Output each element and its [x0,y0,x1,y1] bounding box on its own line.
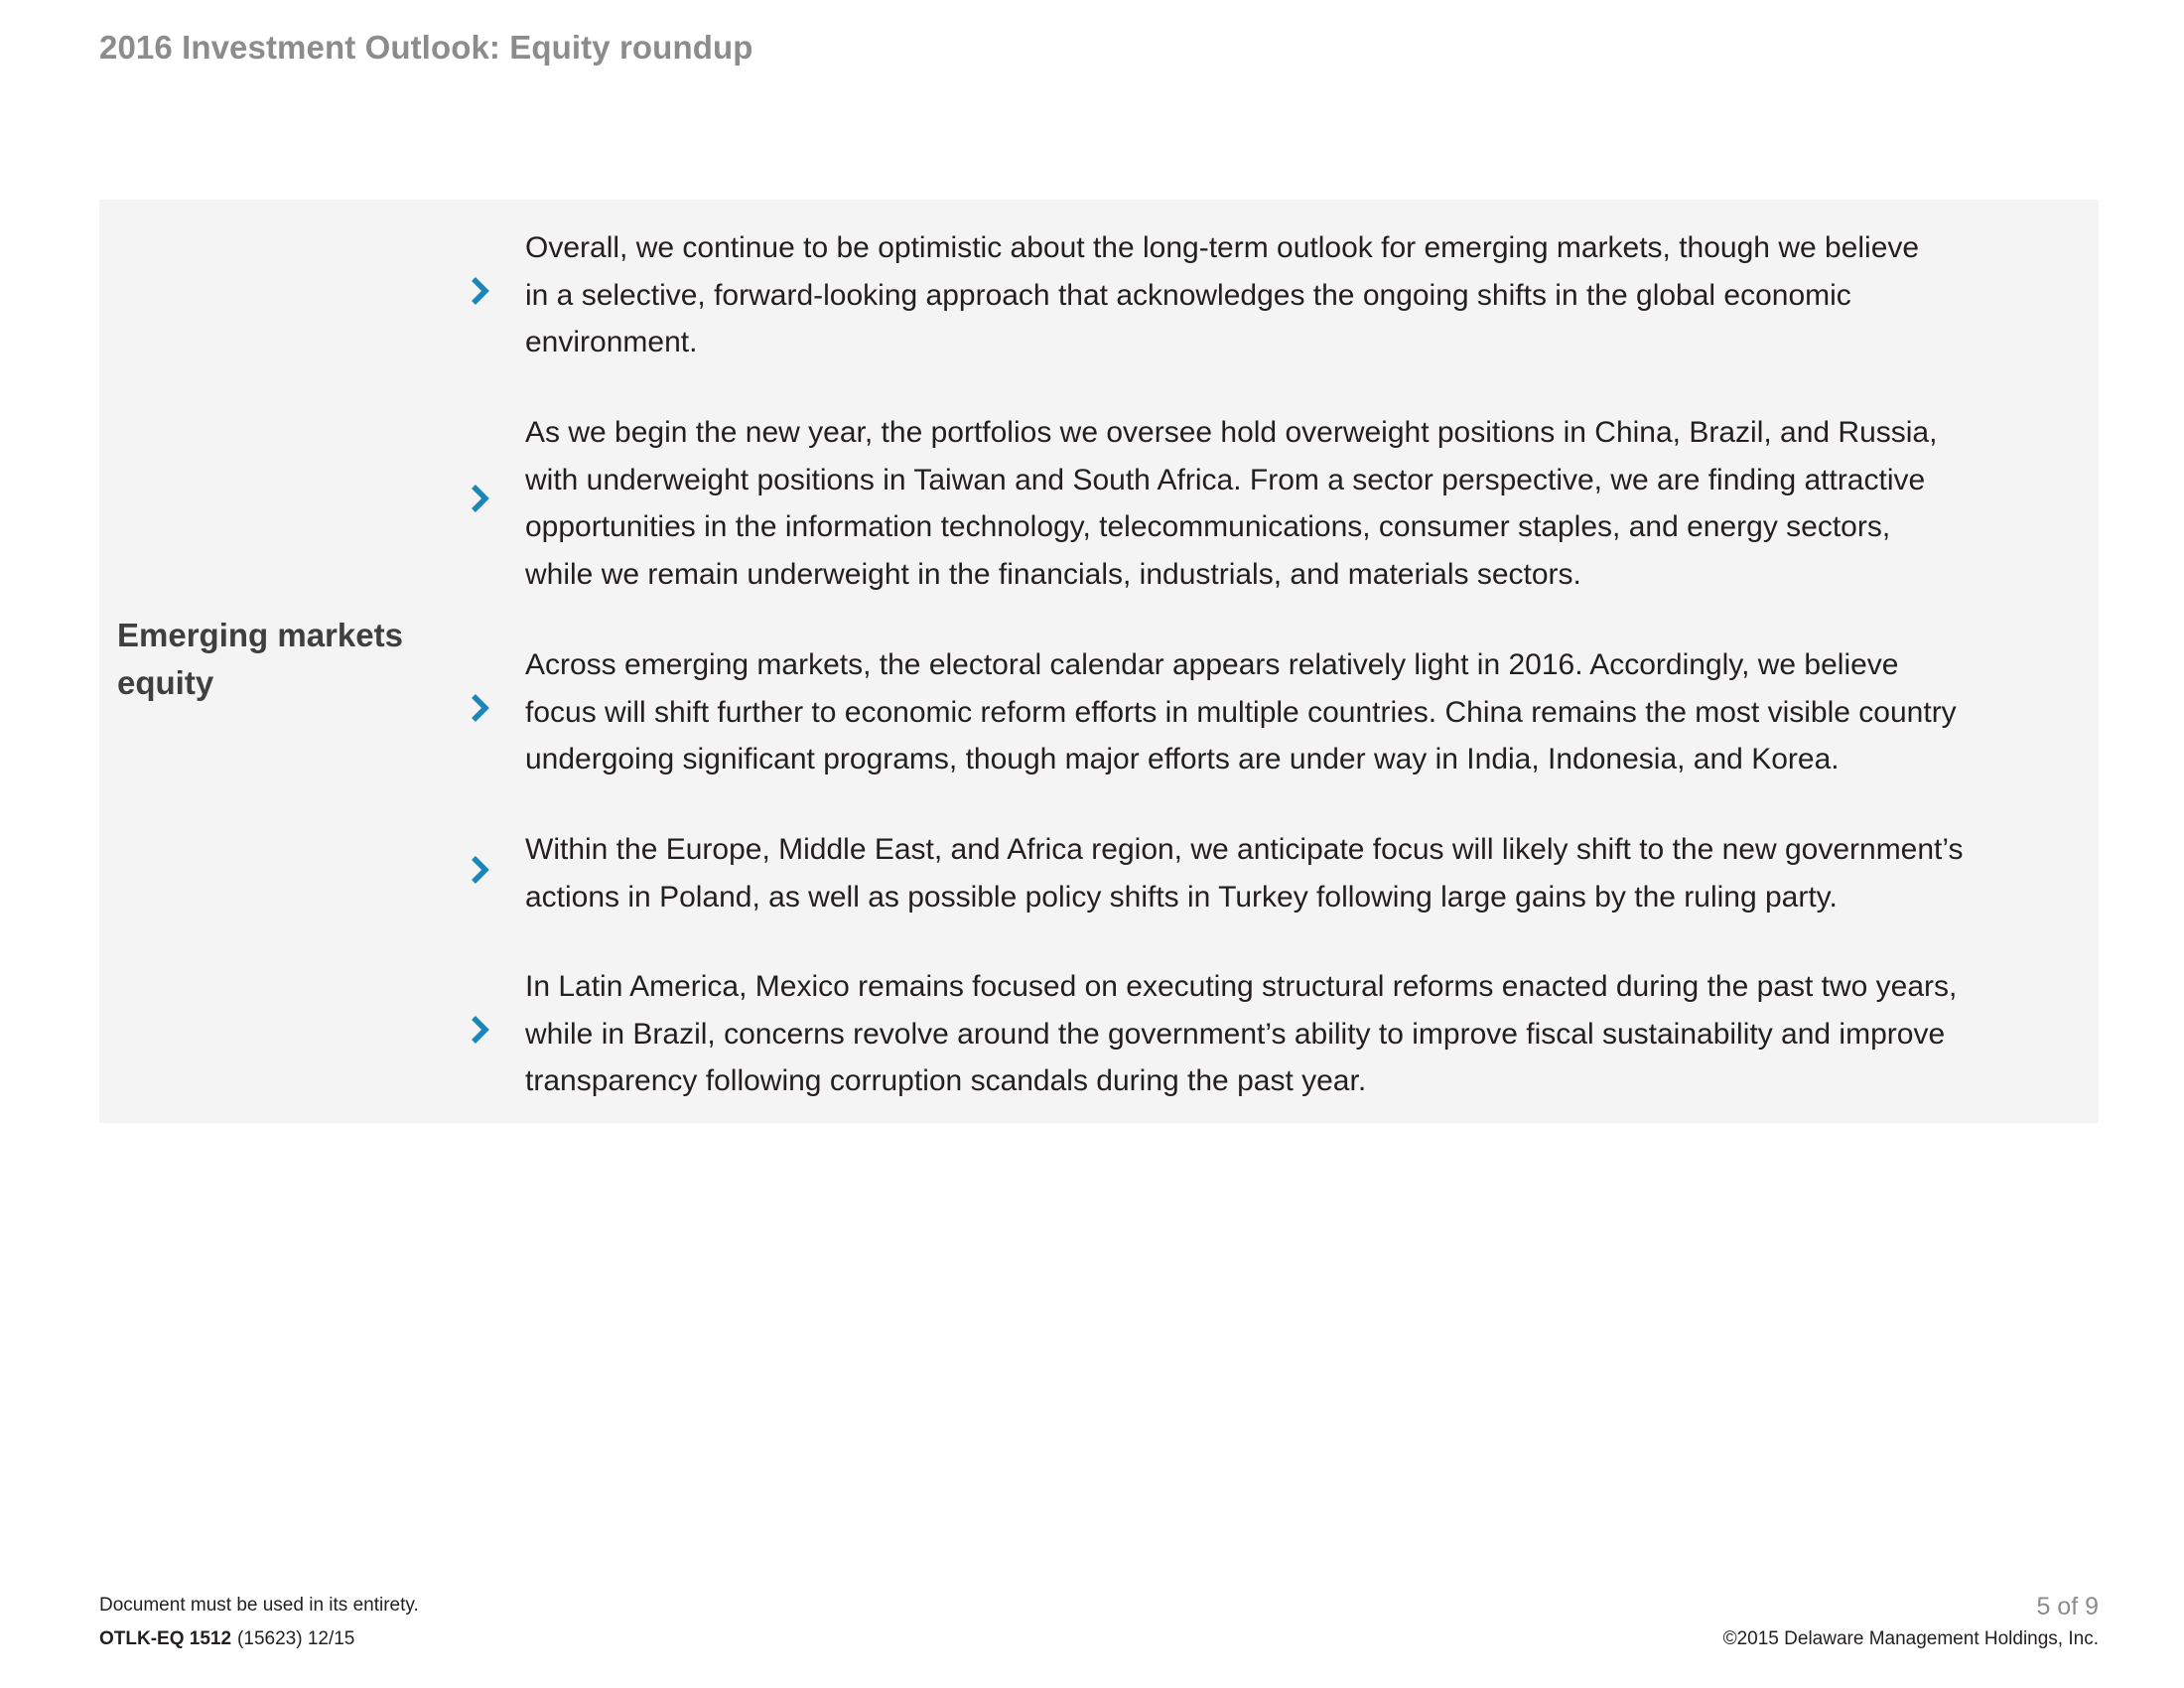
bullet-text [525,641,2184,783]
bullet-line: while in Brazil, concerns revolve around the government’s ability to improve fiscal sustainability and improve [525,1017,1946,1051]
bullet-line: transparency following corruption scandals during the past year. [525,1064,1367,1098]
section-label-line-1: Emerging markets [117,617,403,653]
bullet-line: focus will shift further to economic reform efforts in multiple countries. China remains the most visible country [525,695,1957,729]
bullet-text [525,224,2184,366]
bullet-list [99,200,2099,1123]
section-label-line-2: equity [117,664,214,701]
bullet-line: with underweight positions in Taiwan and South Africa. From a sector perspective, we are finding attractive [525,463,1926,496]
chevron-right-icon [465,273,494,309]
bullet-line: As we begin the new year, the portfolios we oversee hold overweight positions in China, Brazil, and Russia, [525,416,1938,449]
bullet-line: in a selective, forward-looking approach that acknowledges the ongoing shifts in the global economic [525,278,1851,312]
chevron-right-icon [465,852,494,888]
chevron-right-icon [465,690,494,726]
bullet-text [525,826,2184,920]
bullet-line: undergoing significant programs, though major efforts are under way in India, Indonesia, and Korea. [525,743,1840,776]
doc-meta: (15623) 12/15 [237,1628,355,1649]
document-title: 2016 Investment Outlook: Equity roundup [99,29,753,66]
bullet-line: In Latin America, Mexico remains focused on executing structural reforms enacted during the past two years, [525,970,1958,1003]
footer-notice: Document must be used in its entirety. [99,1595,419,1616]
content-panel [99,200,2099,1123]
bullet-line: opportunities in the information technology, telecommunications, consumer staples, and energy sectors, [525,510,1891,544]
bullet-line: while we remain underweight in the financials, industrials, and materials sectors. [525,558,1581,592]
bullet-line: environment. [525,326,698,359]
footer-doc-code [99,1628,354,1650]
doc-code: OTLK-EQ 1512 [99,1628,232,1649]
page-number: 5 of 9 [2036,1593,2099,1620]
bullet-line: Overall, we continue to be optimistic about the long-term outlook for emerging markets, though we believe [525,231,1920,264]
bullet-line: Within the Europe, Middle East, and Africa region, we anticipate focus will likely shift to the new government’s [525,833,1964,866]
bullet-line: actions in Poland, as well as possible policy shifts in Turkey following large gains by the ruling party. [525,880,1838,914]
chevron-right-icon [465,1012,494,1048]
bullet-line: Across emerging markets, the electoral calendar appears relatively light in 2016. Accordingly, we believe [525,648,1899,681]
bullet-text [525,409,2184,599]
chevron-right-icon [465,481,494,516]
copyright-notice: ©2015 Delaware Management Holdings, Inc. [1722,1628,2099,1649]
bullet-text [525,963,2184,1105]
